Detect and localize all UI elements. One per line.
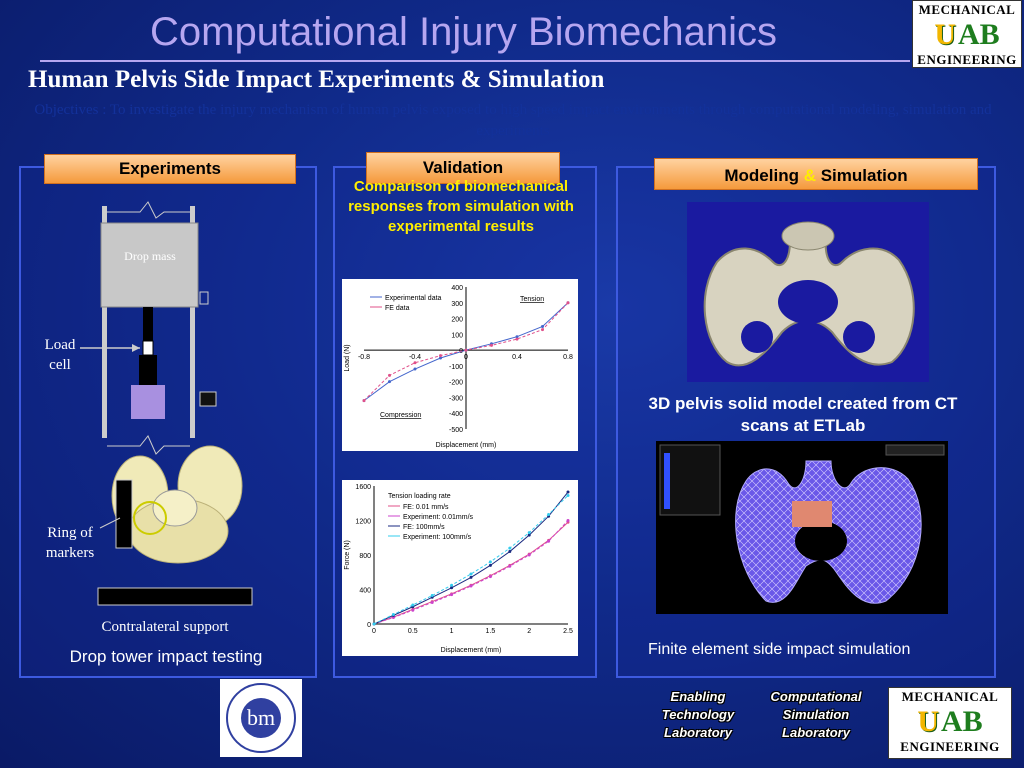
y-tick-label: 1600	[355, 484, 371, 491]
validation-tab: Validation	[366, 152, 560, 184]
legend-entry: Experimental data	[385, 295, 442, 302]
objectives-text: Objectives : To investigate the injury mechanism of human pelvis exposed to high speed impact environments through computational modeling, simulation and experiments	[34, 102, 992, 139]
drop-mass-label-1: Drop mass	[124, 249, 176, 263]
logo-bottom-u: U	[917, 705, 939, 738]
legend-entry: Experiment: 100mm/s	[403, 534, 472, 541]
annotation-tension: Tension	[520, 296, 545, 303]
load-displacement-chart	[342, 279, 578, 451]
logo-bottom-line2: ENGINEERING	[900, 739, 1000, 754]
fe-simulation-image	[656, 441, 948, 614]
y-tick-label: 0	[459, 348, 463, 356]
computational-simulation-lab-logo	[764, 688, 868, 742]
data-point	[541, 325, 544, 328]
data-point	[508, 565, 511, 568]
y-tick-label: -500	[448, 427, 463, 434]
y-tick-label: 400	[359, 587, 371, 595]
logo-ab: AB	[957, 18, 1000, 51]
data-point	[439, 354, 442, 357]
uab-bm-seal-logo	[220, 679, 302, 757]
lab1-line2: Technology	[661, 707, 735, 722]
pelvis-solid-model-image	[687, 202, 929, 382]
y-tick-label: 100	[451, 332, 463, 340]
y-tick-label: 1200	[355, 518, 371, 526]
lab1-line3: Laboratory	[664, 725, 732, 740]
x-tick-label: 2.5	[563, 628, 573, 635]
data-point	[567, 494, 570, 497]
mechanical-engineering-logo-top	[912, 0, 1022, 68]
modeling-tab	[654, 158, 978, 190]
x-axis-label: Displacement (mm)	[435, 442, 497, 449]
lab2-line1: Computational	[770, 689, 862, 704]
lab2-line2: Simulation	[782, 707, 850, 722]
y-tick-label: 300	[451, 300, 463, 308]
x-tick-label: 1	[449, 628, 454, 635]
chart-title: Tension loading rate	[388, 493, 451, 500]
x-tick-label: 0	[372, 628, 376, 635]
load-cell-label: Load cell	[44, 337, 76, 373]
lab2-line3: Laboratory	[782, 725, 850, 740]
data-point	[470, 576, 473, 579]
data-point	[516, 338, 519, 341]
data-point	[411, 609, 414, 612]
data-point	[567, 519, 570, 522]
x-tick-label: 2	[527, 628, 532, 635]
logo-u: U	[934, 18, 956, 51]
x-axis-label: Displacement (mm)	[440, 647, 502, 654]
data-point	[489, 560, 492, 563]
data-point	[528, 534, 531, 537]
ring-of-markers-label: Ring of markers	[45, 525, 95, 561]
x-tick-label: 0	[464, 354, 468, 362]
x-tick-label: 0.4	[512, 354, 522, 362]
y-tick-label: 800	[359, 553, 371, 560]
data-point	[547, 513, 550, 516]
logo-bottom-ab: AB	[940, 705, 983, 738]
legend-entry: FE data	[385, 305, 410, 312]
bm-logo-text: bm	[246, 705, 276, 730]
data-point	[528, 554, 531, 557]
x-tick-label: 1.5	[485, 628, 496, 635]
data-point	[470, 585, 473, 588]
data-point	[392, 613, 395, 616]
y-axis-label: Force (N)	[344, 540, 351, 570]
modeling-tab-part1: Modeling	[724, 166, 799, 185]
x-tick-label: -0.4	[408, 354, 422, 362]
y-tick-label: -300	[448, 395, 463, 403]
data-point	[489, 575, 492, 578]
y-tick-label: 200	[451, 316, 463, 324]
impactor	[131, 385, 165, 419]
data-point	[508, 547, 511, 550]
impact-plate	[116, 480, 132, 548]
solid-model-caption: 3D pelvis solid model created from CT scans at ETLab	[648, 394, 958, 435]
data-point	[450, 584, 453, 587]
y-tick-label: -200	[448, 379, 463, 387]
data-point	[431, 594, 434, 597]
data-point	[373, 623, 376, 626]
load-cell	[139, 355, 157, 385]
series-line	[374, 492, 568, 624]
enabling-technology-lab-logo	[650, 688, 746, 742]
data-point	[541, 328, 544, 331]
logo-line1: MECHANICAL	[918, 2, 1016, 17]
logo-line2: ENGINEERING	[917, 52, 1017, 67]
data-point	[450, 586, 453, 589]
data-point	[465, 349, 468, 352]
y-tick-label: -400	[448, 411, 463, 419]
data-point	[414, 361, 417, 364]
drop-tower-caption: Drop tower impact testing	[69, 647, 263, 666]
data-point	[489, 564, 492, 567]
data-point	[363, 399, 366, 402]
modeling-tab-part2: Simulation	[820, 166, 908, 185]
data-point	[388, 374, 391, 377]
drop-mass-block	[101, 223, 198, 307]
data-point	[508, 550, 511, 553]
validation-description: Comparison of biomechanical responses from simulation with experimental results	[348, 178, 574, 235]
logo-bottom-line1: MECHANICAL	[901, 689, 999, 704]
legend-entry: Experiment: 0.01mm/s	[403, 514, 474, 521]
page-title: Computational Injury Biomechanics	[150, 10, 777, 54]
data-point	[411, 604, 414, 607]
fe-simulation-caption: Finite element side impact simulation	[648, 641, 911, 658]
x-tick-label: 0.8	[563, 354, 573, 362]
title-underline	[40, 60, 910, 62]
data-point	[470, 572, 473, 575]
data-point	[414, 368, 417, 371]
load-cell-gap	[143, 341, 153, 355]
y-axis-label: Load (N)	[344, 344, 351, 372]
data-point	[567, 491, 570, 494]
mechanical-engineering-logo-bottom	[888, 687, 1012, 759]
data-point	[547, 540, 550, 543]
x-tick-label: 0.5	[407, 628, 418, 635]
data-point	[490, 344, 493, 347]
data-point	[567, 301, 570, 304]
experiments-tab: Experiments	[44, 154, 296, 184]
contralateral-support-label: Contralateral support	[101, 619, 229, 635]
annotation-compression: Compression	[380, 412, 422, 419]
data-point	[450, 593, 453, 596]
data-point	[528, 531, 531, 534]
drop-rod	[143, 307, 153, 341]
legend-entry: FE: 0.01 mm/s	[403, 504, 449, 511]
y-tick-label: -100	[448, 363, 463, 371]
contralateral-support-plate	[98, 588, 252, 605]
modeling-tab-amp: &	[803, 166, 816, 185]
x-tick-label: -0.8	[357, 354, 371, 362]
legend-entry: FE: 100mm/s	[403, 524, 445, 531]
y-tick-label: 0	[367, 622, 371, 629]
data-point	[431, 601, 434, 604]
lab1-line1: Enabling	[670, 689, 726, 704]
force-displacement-chart	[342, 480, 578, 656]
page-subtitle: Human Pelvis Side Impact Experiments & Simulation	[28, 66, 605, 93]
y-tick-label: 400	[451, 285, 463, 292]
data-point	[388, 380, 391, 383]
